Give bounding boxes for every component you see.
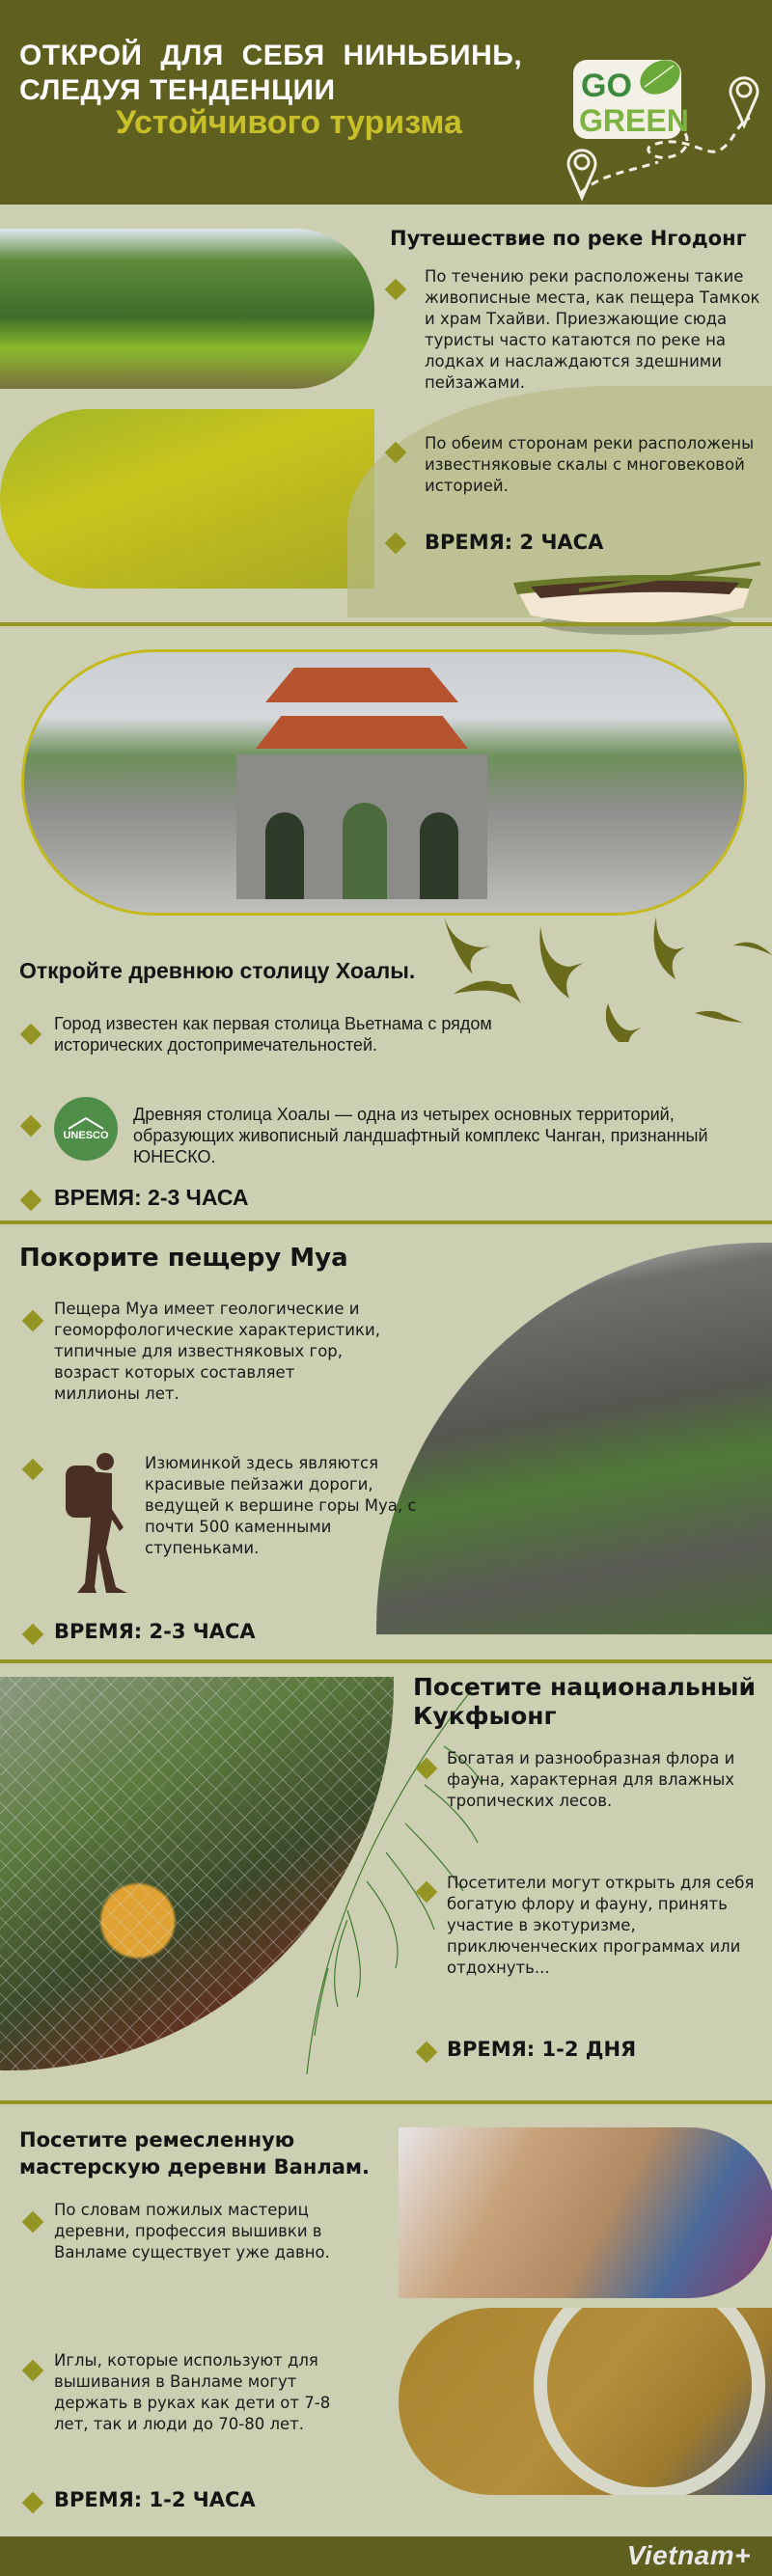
header-banner [0, 0, 772, 205]
section-title-hoa-lu: Откройте древнюю столицу Хоалы. [19, 958, 416, 983]
river-photo-top [0, 229, 374, 389]
embroidery-hoop [534, 2308, 765, 2495]
svg-text:GO: GO [581, 68, 632, 104]
section-divider [0, 1659, 772, 1663]
bullet-text: По словам пожилых мастериц деревни, профессия вышивки в Ванламе существует уже давно. [54, 2201, 330, 2261]
bullet-diamond-icon [20, 1024, 42, 1046]
hiker-icon [52, 1452, 135, 1597]
bullet-text: По обеим сторонам реки расположены известняковые скалы с многовековой историей. [425, 434, 755, 495]
bullet-diamond-icon [22, 2492, 44, 2514]
bullet-diamond-icon [22, 2360, 44, 2382]
unesco-temple-icon [67, 1116, 105, 1130]
embroidery-photo-top [399, 2127, 772, 2298]
section-title-van-lam: Посетите ремесленную мастерскую деревни Ванлам. [19, 2128, 371, 2179]
section-divider [0, 1220, 772, 1224]
section-title-mua-cave: Покорите пещеру Муа [19, 1244, 348, 1273]
unesco-badge [54, 1097, 118, 1161]
bullet-text: Пещера Муа имеет геологические и геоморфологические характеристики, типичные для известняковых гор, возраст которых составляет миллионы лет. [54, 1300, 380, 1403]
go-green-logo [552, 48, 772, 203]
bullet-diamond-icon [22, 1310, 44, 1332]
mua-cave-photo [376, 1243, 772, 1634]
bullet-diamond-icon [20, 1190, 42, 1212]
svg-text:GREEN: GREEN [579, 103, 689, 138]
footer-bar [0, 2536, 772, 2576]
bullet-text: Город известен как первая столица Вьетнама с рядом исторических достопримечательностей. [54, 1014, 492, 1055]
bullet-diamond-icon [22, 2211, 44, 2233]
section-divider [0, 2100, 772, 2104]
bullet-text: Изюминкой здесь являются красивые пейзажи дороги, ведущей к вершине горы Муа, с почти 500 каменными ступеньками. [145, 1454, 417, 1557]
bullet-diamond-icon [385, 279, 407, 301]
section-title-cuc-phuong: Посетите национальный Кукфыонг [413, 1673, 757, 1730]
time-label: ВРЕМЯ: 2-3 ЧАСА [54, 1185, 249, 1210]
hoa-lu-gate-photo [21, 649, 747, 916]
page-subtitle: Устойчивого туризма [116, 104, 462, 141]
bullet-text: Посетители могут открыть для себя богатую флору и фауну, принять участие в экотуризме, приключенческих программах или отдохнуть... [447, 1874, 755, 1977]
bullet-diamond-icon [22, 1459, 44, 1481]
bullet-text: Древняя столица Хоалы — одна из четырех основных территорий, образующих живописный ландшафтный комплекс Чанган, признанный ЮНЕСКО. [133, 1105, 708, 1166]
page-title: ОТКРОЙ ДЛЯ СЕБЯ НИНЬБИНЬ, СЛЕДУЯ ТЕНДЕНЦИИ [19, 40, 523, 106]
time-label: ВРЕМЯ: 1-2 ЧАСА [54, 2488, 256, 2511]
bullet-text: Иглы, которые используют для вышивания в Ванламе могут держать в руках как дети от 7-8 лет, так и люди до 70-80 лет. [54, 2351, 331, 2433]
section-divider [0, 622, 772, 626]
time-label: ВРЕМЯ: 2 ЧАСА [425, 531, 604, 554]
bullet-diamond-icon [20, 1115, 42, 1137]
time-label: ВРЕМЯ: 2-3 ЧАСА [54, 1620, 256, 1643]
vietnamplus-logo[interactable]: Vietnam+ [626, 2540, 751, 2570]
time-label: ВРЕМЯ: 1-2 ДНЯ [447, 2038, 637, 2061]
hiker-silhouette [52, 1452, 135, 1597]
unesco-label: UNESCO [63, 1130, 109, 1141]
bullet-text: Богатая и разнообразная флора и фауна, характерная для влажных тропических лесов. [447, 1749, 735, 1810]
section-title-ngo-dong: Путешествие по реке Нгодонг [390, 227, 747, 250]
bullet-text: По течению реки расположены такие живописные места, как пещера Тамкок и храм Тхайви. Приезжающие сюда туристы часто катаются по реке на лодках и наслаждаются здешними пейзажами. [425, 267, 760, 392]
map-route-icon [552, 48, 772, 203]
river-photo-bottom [0, 409, 374, 589]
bullet-diamond-icon [22, 1624, 44, 1646]
temple-gate-shape [236, 668, 507, 899]
embroidery-photo-bottom [399, 2308, 772, 2495]
